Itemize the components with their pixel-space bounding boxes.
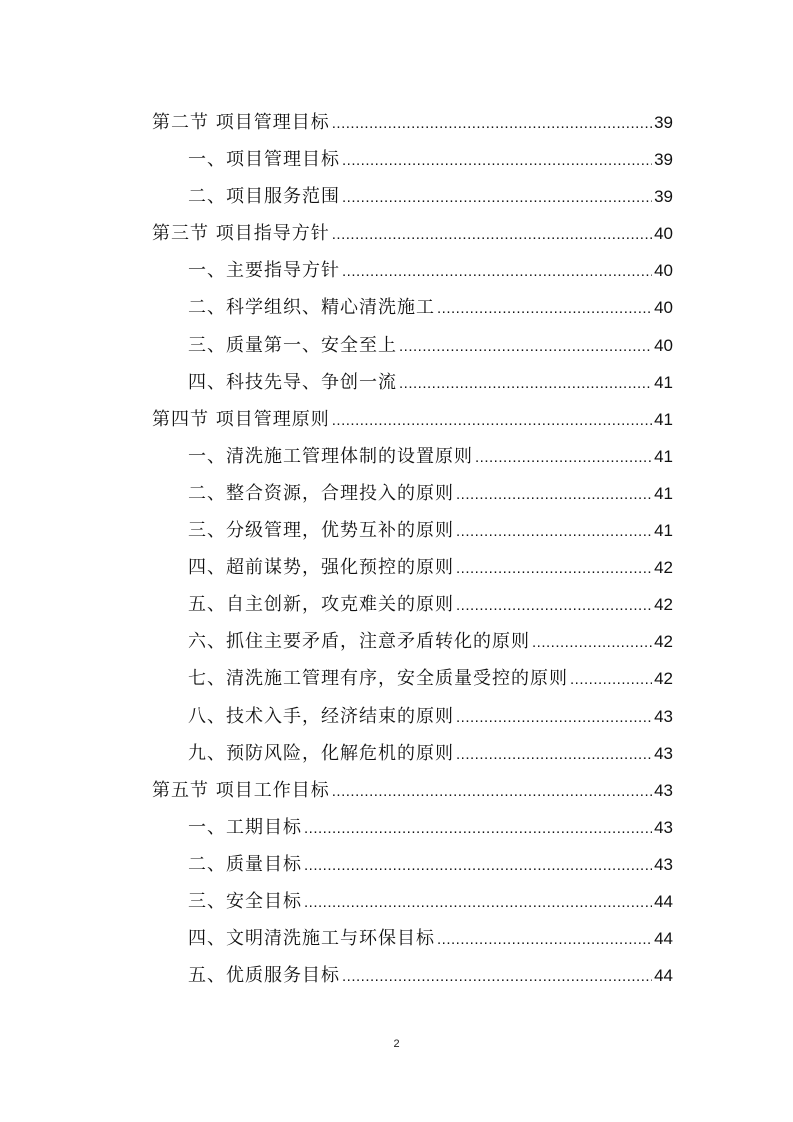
- toc-section-entry[interactable]: [152, 215, 673, 252]
- toc-entry-title: 四、超前谋势，强化预控的原则: [188, 557, 454, 579]
- toc-leader-dots: [332, 105, 652, 142]
- toc-leader-dots: [437, 921, 652, 958]
- toc-subsection-entry[interactable]: [152, 735, 673, 772]
- toc-subsection-entry[interactable]: [152, 809, 673, 846]
- toc-entry-page: 40: [654, 261, 673, 281]
- toc-subsection-entry[interactable]: [152, 660, 673, 697]
- toc-leader-dots: [332, 402, 652, 439]
- toc-entry-title: 第三节 项目指导方针: [152, 223, 330, 245]
- toc-entry-page: 42: [654, 632, 673, 652]
- toc-leader-dots: [456, 587, 652, 624]
- page-number: 2: [393, 1038, 400, 1050]
- toc-entry-title: 二、质量目标: [188, 853, 302, 875]
- toc-leader-dots: [475, 439, 652, 476]
- toc-subsection-entry[interactable]: [152, 957, 673, 994]
- toc-entry-page: 43: [654, 780, 673, 800]
- toc-subsection-entry[interactable]: [152, 327, 673, 364]
- toc-entry-page: 42: [654, 669, 673, 689]
- toc-subsection-entry[interactable]: [152, 698, 673, 735]
- toc-entry-page: 41: [654, 446, 673, 466]
- toc-leader-dots: [456, 513, 652, 550]
- toc-entry-page: 43: [654, 743, 673, 763]
- toc-entry-title: 二、科学组织、精心清洗施工: [188, 297, 435, 319]
- toc-entry-page: 42: [654, 558, 673, 578]
- toc-entry-page: 39: [654, 150, 673, 170]
- toc-leader-dots: [437, 290, 652, 327]
- toc-leader-dots: [342, 179, 652, 216]
- toc-entry-page: 43: [654, 817, 673, 837]
- toc-entry-title: 二、项目服务范围: [188, 186, 340, 208]
- toc-subsection-entry[interactable]: [152, 883, 673, 920]
- toc-entry-title: 四、文明清洗施工与环保目标: [188, 928, 435, 950]
- toc-entry-page: 44: [654, 929, 673, 949]
- toc-leader-dots: [342, 142, 652, 179]
- toc-leader-dots: [332, 773, 652, 810]
- toc-entry-page: 41: [654, 372, 673, 392]
- toc-subsection-entry[interactable]: [152, 623, 673, 660]
- table-of-contents: [152, 104, 673, 994]
- toc-entry-page: 43: [654, 854, 673, 874]
- toc-entry-page: 40: [654, 298, 673, 318]
- toc-section-entry[interactable]: [152, 104, 673, 141]
- toc-entry-title: 第五节 项目工作目标: [152, 779, 330, 801]
- toc-subsection-entry[interactable]: [152, 512, 673, 549]
- toc-entry-title: 一、清洗施工管理体制的设置原则: [188, 445, 473, 467]
- toc-entry-title: 三、安全目标: [188, 890, 302, 912]
- toc-leader-dots: [342, 253, 652, 290]
- toc-entry-page: 39: [654, 113, 673, 132]
- toc-entry-title: 三、质量第一、安全至上: [188, 334, 397, 356]
- toc-leader-dots: [456, 699, 652, 736]
- toc-entry-page: 41: [654, 521, 673, 541]
- toc-subsection-entry[interactable]: [152, 178, 673, 215]
- toc-entry-title: 一、项目管理目标: [188, 149, 340, 171]
- toc-entry-title: 九、预防风险，化解危机的原则: [188, 742, 454, 764]
- toc-leader-dots: [399, 365, 652, 402]
- toc-section-entry[interactable]: [152, 401, 673, 438]
- toc-entry-page: 43: [654, 706, 673, 726]
- toc-subsection-entry[interactable]: [152, 549, 673, 586]
- toc-entry-title: 一、工期目标: [188, 816, 302, 838]
- toc-leader-dots: [570, 661, 652, 698]
- toc-entry-page: 44: [654, 966, 673, 986]
- toc-subsection-entry[interactable]: [152, 289, 673, 326]
- toc-leader-dots: [342, 958, 652, 995]
- toc-entry-page: 41: [654, 409, 673, 429]
- toc-entry-page: 39: [654, 187, 673, 207]
- toc-subsection-entry[interactable]: [152, 846, 673, 883]
- toc-entry-page: 40: [654, 335, 673, 355]
- toc-entry-page: 40: [654, 224, 673, 244]
- toc-section-entry[interactable]: [152, 772, 673, 809]
- toc-leader-dots: [456, 476, 652, 513]
- toc-entry-title: 八、技术入手，经济结束的原则: [188, 705, 454, 727]
- toc-subsection-entry[interactable]: [152, 438, 673, 475]
- toc-leader-dots: [399, 328, 652, 365]
- toc-entry-page: 44: [654, 891, 673, 911]
- toc-subsection-entry[interactable]: [152, 475, 673, 512]
- toc-entry-title: 第四节 项目管理原则: [152, 408, 330, 430]
- toc-subsection-entry[interactable]: [152, 586, 673, 623]
- toc-subsection-entry[interactable]: [152, 364, 673, 401]
- toc-entry-page: 41: [654, 483, 673, 503]
- toc-subsection-entry[interactable]: [152, 252, 673, 289]
- toc-entry-title: 一、主要指导方针: [188, 260, 340, 282]
- toc-leader-dots: [304, 847, 652, 884]
- toc-leader-dots: [532, 624, 652, 661]
- toc-leader-dots: [456, 736, 652, 773]
- toc-leader-dots: [456, 550, 652, 587]
- toc-entry-title: 六、抓住主要矛盾，注意矛盾转化的原则: [188, 631, 530, 653]
- toc-leader-dots: [332, 216, 652, 253]
- toc-subsection-entry[interactable]: [152, 920, 673, 957]
- toc-entry-title: 五、自主创新，攻克难关的原则: [188, 594, 454, 616]
- toc-entry-title: 三、分级管理，优势互补的原则: [188, 520, 454, 542]
- toc-entry-page: 42: [654, 595, 673, 615]
- toc-entry-title: 第二节 项目管理目标: [152, 112, 330, 133]
- toc-entry-title: 五、优质服务目标: [188, 965, 340, 987]
- toc-leader-dots: [304, 810, 652, 847]
- toc-entry-title: 四、科技先导、争创一流: [188, 371, 397, 393]
- toc-entry-title: 二、整合资源，合理投入的原则: [188, 482, 454, 504]
- toc-leader-dots: [304, 884, 652, 921]
- toc-subsection-entry[interactable]: [152, 141, 673, 178]
- toc-entry-title: 七、清洗施工管理有序，安全质量受控的原则: [188, 668, 568, 690]
